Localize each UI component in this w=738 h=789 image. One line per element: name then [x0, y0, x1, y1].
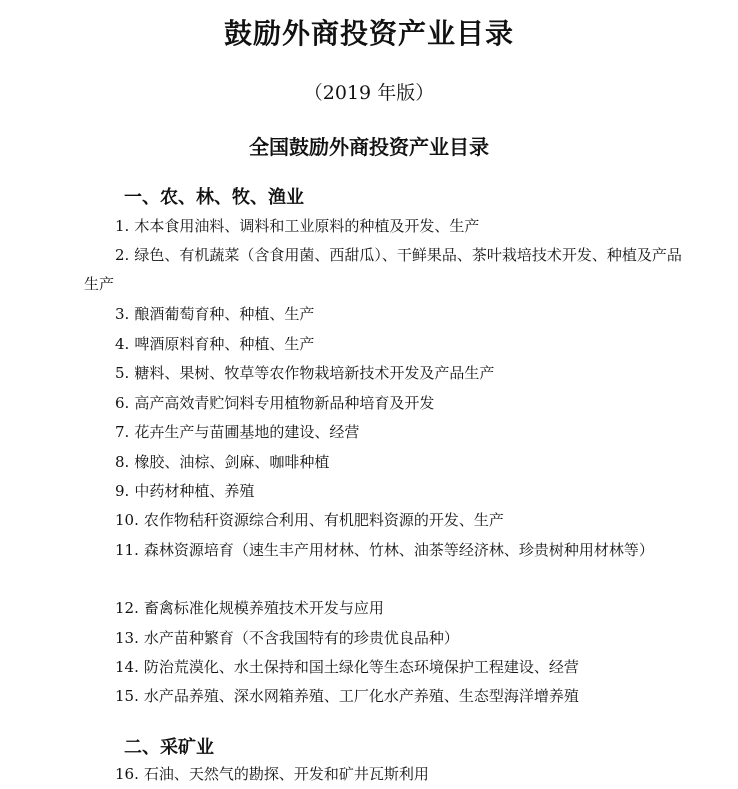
list-item — [84, 241, 684, 299]
item-number: 12. — [115, 599, 139, 617]
item-number: 1. — [115, 217, 130, 235]
list-item — [84, 536, 684, 565]
list-item — [84, 389, 684, 418]
item-number: 3. — [115, 305, 130, 323]
item-text: 橡胶、油棕、剑麻、咖啡种植 — [134, 453, 330, 471]
document-title: 鼓励外商投资产业目录 — [223, 17, 514, 50]
item-text: 中药材种植、养殖 — [134, 482, 255, 500]
list-item — [84, 653, 684, 682]
item-text: 酿酒葡萄育种、种植、生产 — [134, 305, 315, 323]
item-text: 防治荒漠化、水土保持和国土绿化等生态环境保护工程建设、经营 — [143, 658, 579, 676]
edition-label: （2019 年版） — [303, 82, 435, 104]
item-number: 16. — [115, 765, 139, 783]
item-text: 花卉生产与苗圃基地的建设、经营 — [134, 423, 360, 441]
list-item — [84, 477, 684, 506]
list-item — [84, 418, 684, 447]
section-heading: 一、农、林、牧、渔业 — [124, 187, 304, 208]
item-number: 5. — [115, 364, 130, 382]
item-text: 啤酒原料育种、种植、生产 — [134, 335, 315, 353]
item-number: 2. — [115, 246, 130, 264]
item-number: 6. — [115, 394, 130, 412]
list-item — [84, 506, 684, 535]
list-item — [84, 330, 684, 359]
section-heading: 二、采矿业 — [124, 737, 214, 758]
item-text: 木本食用油料、调料和工业原料的种植及开发、生产 — [134, 217, 480, 235]
list-item — [84, 682, 684, 711]
item-text: 水产苗种繁育（不含我国特有的珍贵优良品种） — [143, 629, 459, 647]
item-number: 11. — [115, 541, 139, 559]
item-text: 农作物秸秆资源综合利用、有机肥料资源的开发、生产 — [143, 511, 504, 529]
list-item — [84, 594, 684, 623]
item-number: 9. — [115, 482, 130, 500]
list-item — [84, 359, 684, 388]
item-number: 4. — [115, 335, 130, 353]
list-item — [84, 760, 684, 789]
item-text: 水产品养殖、深水网箱养殖、工厂化水产养殖、生态型海洋增养殖 — [143, 687, 579, 705]
item-number: 13. — [115, 629, 139, 647]
item-text: 绿色、有机蔬菜（含食用菌、西甜瓜）、干鲜果品、茶叶栽培技术开发、种植及产品生产 — [84, 246, 682, 293]
item-number: 10. — [115, 511, 139, 529]
list-item — [84, 212, 684, 241]
item-text: 畜禽标准化规模养殖技术开发与应用 — [143, 599, 384, 617]
item-text: 森林资源培育（速生丰产用材林、竹林、油茶等经济林、珍贵树种用材林等） — [143, 541, 654, 559]
item-number: 15. — [115, 687, 139, 705]
item-text: 石油、天然气的勘探、开发和矿井瓦斯利用 — [143, 765, 429, 783]
list-item — [84, 448, 684, 477]
list-item — [84, 624, 684, 653]
item-number: 8. — [115, 453, 130, 471]
item-text: 糖料、果树、牧草等农作物栽培新技术开发及产品生产 — [134, 364, 495, 382]
document-subtitle: 全国鼓励外商投资产业目录 — [249, 135, 489, 159]
item-number: 14. — [115, 658, 139, 676]
item-text: 高产高效青贮饲料专用植物新品种培育及开发 — [134, 394, 435, 412]
item-number: 7. — [115, 423, 130, 441]
list-item — [84, 300, 684, 329]
